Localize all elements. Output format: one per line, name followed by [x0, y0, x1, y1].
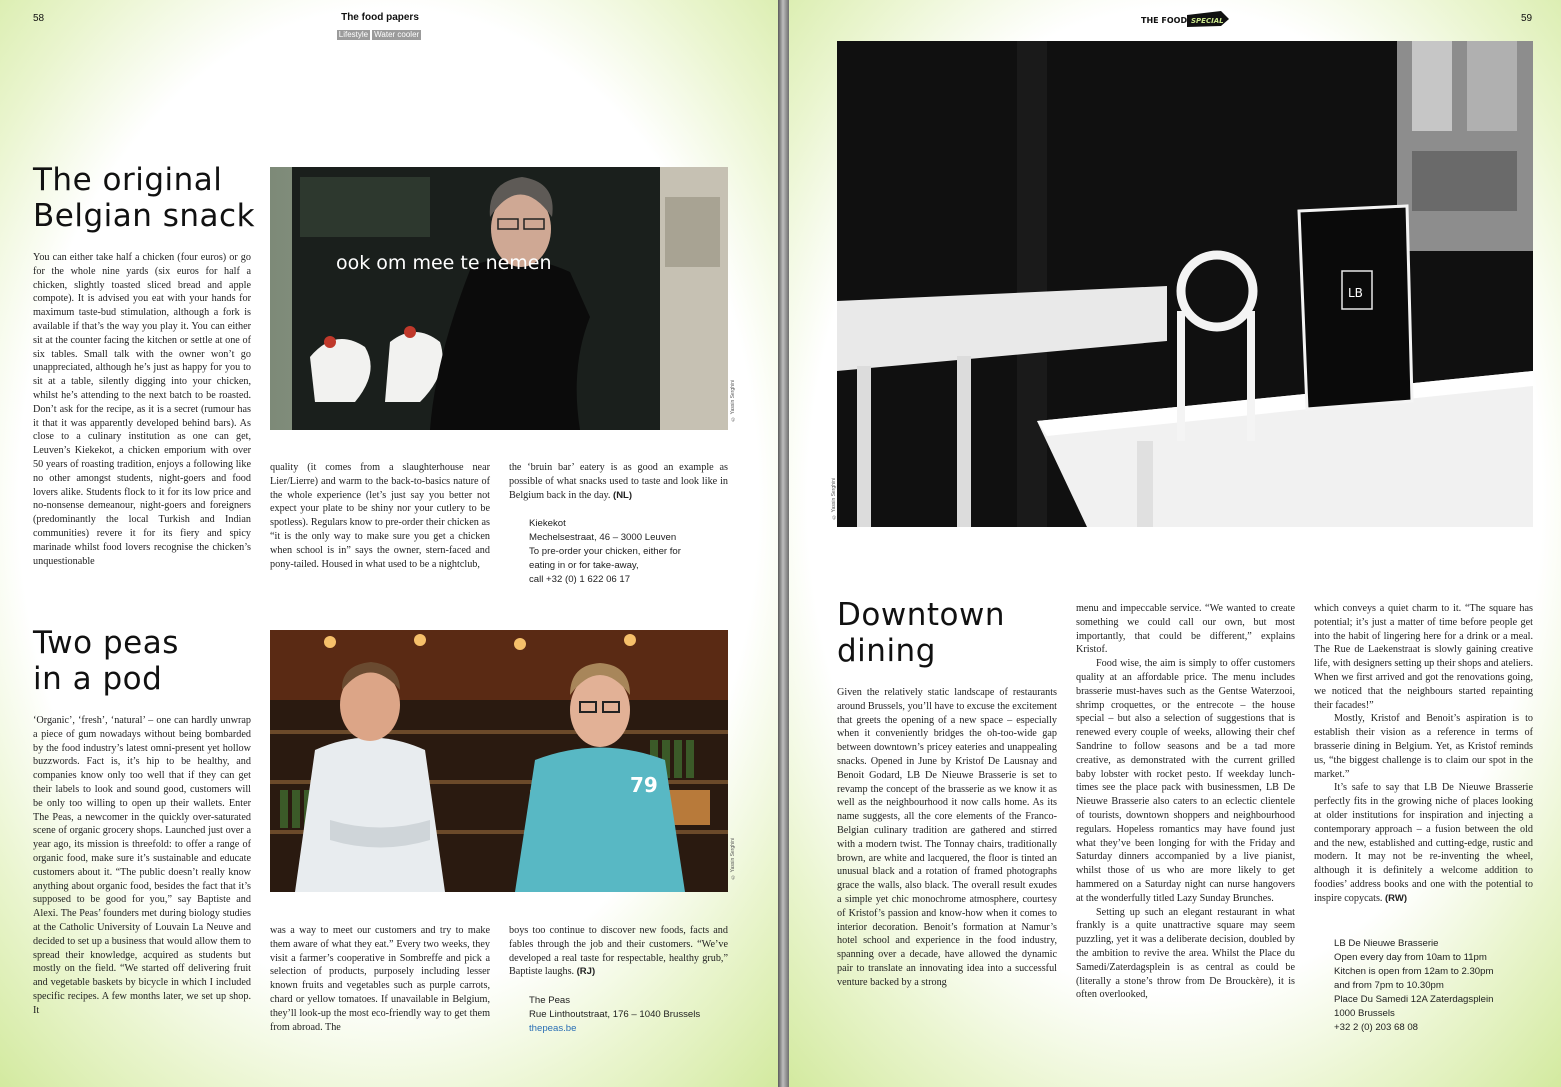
article-column-1 [33, 714, 251, 1018]
headline-line: Belgian snack [33, 198, 256, 234]
headline-line: Downtown [837, 597, 1005, 633]
photo-credit: © Yassin Serghini [831, 478, 837, 520]
left-page [0, 0, 778, 1087]
article-column-2 [1076, 602, 1295, 1002]
brasserie-photo [837, 41, 1533, 527]
venue-name: The Peas [529, 995, 571, 1006]
article-headline [33, 625, 263, 697]
kiekekot-photo [270, 167, 728, 430]
venue-website-link[interactable]: thepeas.be [529, 1023, 577, 1034]
window-sign-text: ook om mee te nemen [336, 252, 552, 274]
venue-city: 1000 Brussels [1334, 1008, 1395, 1019]
venue-info [529, 994, 729, 1036]
paragraph: which conveys a quiet charm to it. “The square has potential; it’s just a matter of time before people get into the habit of lingering here for a drink or a meal. The Rue de Laekenstraat is slowly gaining creative life, with designers setting up their shops and ateliers. When we first arrived and got the renovations going, we noticed that the neighbours started repainting their facades!” [1314, 603, 1533, 711]
paragraph: was a way to meet our customers and try to make them aware of what they eat.” Every two weeks, they visit a farmer’s cooperative in Sombreffe and pick a selection of products, purposely including lesser known fruits and vegetables such as purple carrots, chard or yellow tomatoes. If unavailable in Belgium, they’ll look-up the most eco-friendly way to get them from abroad. The [270, 925, 490, 1033]
logo-badge-text: SPECIAL [1191, 17, 1224, 25]
venue-phone: call +32 (0) 1 622 06 17 [529, 574, 631, 585]
paragraph: It’s safe to say that LB De Nieuwe Brasserie perfectly fits in the growing niche of places looking at older institutions for inspiration and injecting a contemporary approach – a fusion between the old and the new, established and cutting-edge, rustic and modern. It may not be re-inventing the wheel, although it is definitely a welcome addition to foodies’ address books and one with the potential to inspire copycats. [1314, 782, 1533, 904]
paragraph: Given the relatively static landscape of restaurants around Brussels, you’ll have to excuse the excitement that greets the opening of a new space – especially when it conveniently bridges the oh-too-wide gap between downtown’s pricey eateries and unappealing snacks. Opened in June by Kristof De Lausnay and Benoit Godard, LB De Nieuwe Brasserie is set to revamp the concept of the brasserie as we know it as well as the neighbourhood it now calls home. As its name suggests, all the core elements of the Franco-Belgian culinary tradition are gathered and stirred with a modern twist. The Tonnay chairs, traditionally brown, are white and lacquered, the floor is tinted an unusual black and a rotation of framed photographs grace the walls, also black. The overall result exudes a simple yet chic monochrome atmosphere, courtesy of Kristof’s passion and know-how when it comes to interior decoration. Benoit’s formation at Namur’s hotel school and experience in the food industry, spanning over a decade, have allowed the dynamic pair to translate an innovating idea into a successful venture backed by a strong [837, 687, 1057, 988]
right-page [789, 0, 1561, 1087]
food-special-logo [1141, 9, 1231, 29]
running-header [300, 12, 460, 42]
article-column-3 [1314, 602, 1533, 906]
venue-address: Mechelsestraat, 46 – 3000 Leuven [529, 532, 677, 543]
author-signature: (RJ) [576, 966, 596, 978]
venue-name: Kiekekot [529, 518, 566, 529]
restaurant-logo-text: LB [1348, 286, 1363, 300]
paragraph: menu and impeccable service. “We wanted to create something we could call our own, but most importantly, that could be different,” explains Kristof. [1076, 603, 1295, 656]
magazine-spine [778, 0, 789, 1087]
venue-hours: Kitchen is open from 12am to 2.30pm [1334, 966, 1494, 977]
article-column-2 [270, 461, 490, 571]
article-column-3 [509, 924, 728, 979]
article-headline [33, 162, 263, 234]
paragraph: Food wise, the aim is simply to offer customers quality at an affordable price. The menu includes brasserie must-haves such as the Gentse Waterzooi, shrimp croquettes, or the entrecote – the house special – but also a selection of suggestions that is renewed every couple of weeks, allowing their chef Sandrine to follow seasons and be a tad more creative, as demonstrated with the current grilled baby lobster with rocket pesto. If weekday lunch-times see the place pack with businessmen, LB De Nieuwe Brasserie also caters to an eclectic clientele of tourists, downtown shoppers and neighbourhood regulars. Hopeless romantics may have found just what they’ve been longing for with the Friday and Saturday dinners accompanied by a live pianist, whilst those of us who are more likely to get hammered on a Saturday night can nurse hangovers at the wonderfully titled Lazy Sunday Brunches. [1076, 658, 1295, 904]
article-column-1 [33, 251, 251, 568]
venue-address: Place Du Samedi 12A Zaterdagsplein [1334, 994, 1494, 1005]
venue-phone: +32 2 (0) 203 68 08 [1334, 1022, 1419, 1033]
article-column-1 [837, 686, 1057, 990]
venue-hours: and from 7pm to 10.30pm [1334, 980, 1444, 991]
headline-line: The original [33, 162, 223, 198]
paragraph: quality (it comes from a slaughterhouse near Lier/Lierre) and warm to the back-to-basics nature of the whole experience (let’s just say you better not expect your plate to be shiny nor your cutlery to be spotless). Regulars know to pre-order their chicken as “it is the only way to make sure you get a chicken when school is in” says the owner, stern-faced and pony-tailed. Housed in what used to be a nightclub, [270, 462, 490, 570]
page-number: 59 [1521, 13, 1533, 24]
venue-info [1334, 937, 1544, 1035]
tag-water-cooler[interactable]: Water cooler [374, 30, 420, 39]
article-column-3 [509, 461, 728, 502]
paragraph: Setting up such an elegant restaurant in what frankly is a quite unattractive square may seem puzzling, yet it was a deliberate decision, doubled by the ambition to revive the area. Whilst the Place du Samedi/Zaterdagsplein is as central as could be (literally a stone’s throw from De Brouckère), it is often overlooked, [1076, 906, 1295, 1001]
paragraph: Mostly, Kristof and Benoit’s aspiration is to establish their vision as a reference in terms of brasserie dining in Belgium. Yet, as Kristof reminds us, “the biggest challenge is to claim our spot in the market.” [1314, 713, 1533, 780]
venue-hours: Open every day from 10am to 11pm [1334, 952, 1487, 963]
photo-credit: © Yassin Serghini [730, 380, 736, 422]
author-signature: (NL) [613, 489, 633, 501]
the-peas-photo [270, 630, 728, 892]
paragraph: the ‘bruin bar’ eatery is as good an example as possible of what snacks used to taste and look like in Belgium back in the day. [509, 462, 728, 501]
article-column-2 [270, 924, 490, 1034]
headline-line: Two peas [33, 625, 179, 661]
section-tags [300, 24, 460, 42]
venue-info [529, 517, 729, 587]
paragraph: ‘Organic’, ‘fresh’, ‘natural’ – one can hardly unwrap a piece of gum nowadays without being bombarded by the food industry’s latest omni-present yet hollow buzzwords. Fact is, it’s hip to be healthy, and companies know only too well that if they can get their labels to look and sound good, customers will be only too willing to open up their wallets. Enter The Peas, a newcomer in the quickly over-saturated scene of organic grocery shops. Launched just over a year ago, its mission is threefold: to offer a range of organic food, make sure it’s sustainable and educate customers about it. “The public doesn’t really know anything about organic food, besides the fact that it’s supposed to be good for you,” say Baptiste and Alexi. The Peas’ founders met during biology studies at the Catholic University of Louvain La Neuve and decided to set up a business that would allow them to spread their knowledge, acquired as students but mostly on the field. “We started off delivering fruit and vegetable baskets by bicycle in which I included specific recipes. A few months later, we set up shop. It [33, 715, 251, 1016]
headline-line: dining [837, 633, 936, 669]
page-number: 58 [33, 13, 45, 24]
logo-text: THE FOOD [1141, 16, 1188, 25]
tag-lifestyle[interactable]: Lifestyle [338, 30, 369, 39]
article-headline [837, 597, 1057, 669]
venue-note: To pre-order your chicken, either for [529, 546, 681, 557]
shirt-number: 79 [630, 773, 658, 797]
paragraph: boys too continue to discover new foods, facts and fables through the job and their customers. “We’ve developed a real taste for respectable, healthy grub,” Baptiste laughs. [509, 925, 728, 978]
photo-credit: © Yassin Serghini [730, 838, 736, 880]
headline-line: in a pod [33, 661, 163, 697]
venue-address: Rue Linthoutstraat, 176 – 1040 Brussels [529, 1009, 701, 1020]
venue-name: LB De Nieuwe Brasserie [1334, 938, 1439, 949]
author-signature: (RW) [1385, 892, 1407, 904]
venue-note: eating in or for take-away, [529, 560, 639, 571]
paragraph: You can either take half a chicken (four euros) or go for the whole nine yards (six euros for half a chicken, slightly toasted sliced bread and apple compote). It is advised you eat with your hands for maximum taste-bud stimulation, although a fork is available if that’s the way you play it. You can either sit at the counter facing the kitchen or settle at one of six tables. Small talk with the owner won’t go unappreciated, although he’s just as happy for you to sit at a table, silently digging into your chicken, whilst he’s attending to the next batch to be roasted. Don’t ask for the recipe, as it is a secret (rumour has it that it was apparently developed behind bars). As close to a culinary institution as one can get, Leuven’s Kiekekot, a chicken emporium with over 50 years of roasting tradition, enjoys a following like no other amongst students, night-goers and food lovers alike. Students flock to it for its low price and no-nonsense demeanour, night-goers and foreigners (predominantly the local Turkish and Indian communities) revere it for its fiery and spicy marinade whilst food lovers recognise the chicken’s unquestionable [33, 252, 251, 567]
section-title: The food papers [341, 12, 419, 23]
